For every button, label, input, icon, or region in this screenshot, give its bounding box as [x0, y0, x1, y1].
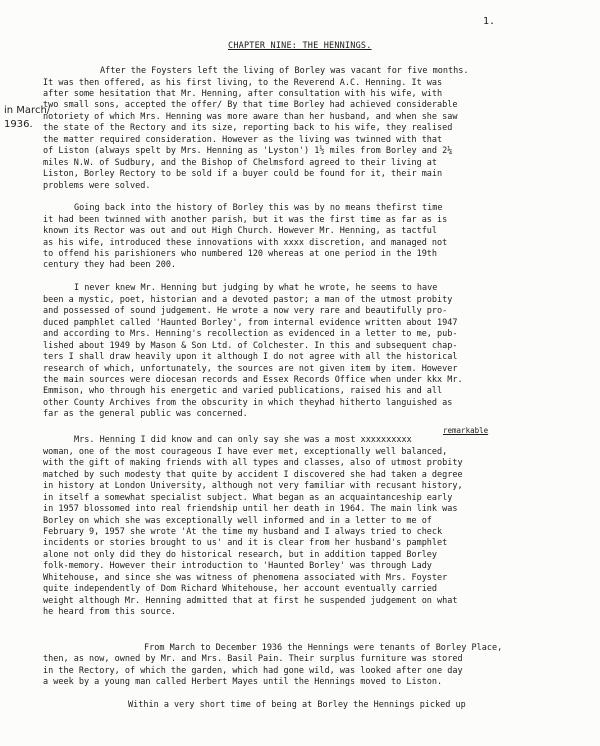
text-line: alone not only did they do historical research, but in addition tapped Borley [43, 550, 438, 560]
text-line: woman, one of the most courageous I have ever met, exceptionally well balanced, [43, 447, 448, 457]
text-line: known its Rector was out and out High Church. However Mr. Henning, as tactful [43, 226, 438, 236]
text-line: From March to December 1936 the Hennings were tenants of Borley Place, [144, 643, 503, 653]
text-line: been a mystic, poet, historian and a devoted pastor; a man of the utmost probity [43, 295, 453, 305]
handwritten-insertion: remarkable [443, 426, 489, 435]
text-line: Within a very short time of being at Borley the Hennings picked up [128, 700, 466, 710]
text-line: Liston, Borley Rectory to be sold if a buyer could be found for it, their main [43, 169, 443, 179]
text-line: Emmison, who through his energetic and varied publications, raised his and all [43, 386, 443, 396]
text-line: and possessed of sound judgement. He wrote a now very rare and beautifully pro- [43, 306, 448, 316]
page-number: 1. [483, 16, 496, 27]
text-line: lished about 1949 by Mason & Son Ltd. of Colchester. In this and subsequent chap- [43, 341, 458, 351]
chapter-title: CHAPTER NINE: THE HENNINGS. [228, 41, 372, 51]
text-line: in history at London University, although not very familiar with recusant history, [43, 481, 463, 491]
text-line: in 1957 blossomed into real friendship until her death in 1964. The main link was [43, 504, 458, 514]
text-line: far as the general public was concerned. [43, 409, 248, 419]
text-line: the matter required consideration. However as the living was twinned with that [43, 135, 443, 145]
text-line: After the Foysters left the living of Borley was vacant for five months. [100, 66, 469, 76]
text-line: duced pamphlet called 'Haunted Borley', from internal evidence written about 1947 [43, 318, 458, 328]
text-line: ters I shall draw heavily upon it although I do not agree with all the historical [43, 352, 458, 362]
text-line: Borley on which she was exceptionally well informed and in a letter to me of [43, 516, 432, 526]
text-line: weight although Mr. Henning admitted that at first he suspended judgement on what [43, 596, 458, 606]
text-line: Whitehouse, and since she was witness of phenomena associated with Mrs. Foyster [43, 573, 448, 583]
text-line: problems were solved. [43, 181, 151, 191]
text-line: as his wife, introduced these innovations with xxxx discretion, and managed not [43, 238, 448, 248]
text-line: Mrs. Henning I did know and can only say she was a most xxxxxxxxxx [74, 435, 412, 445]
margin-note-line: in March/ [4, 105, 51, 116]
text-line: the state of the Rectory and its size, reporting back to his wife, they realised [43, 123, 453, 133]
text-line: incidents or stories brought to us' and it is clear from her husband's pamphlet [43, 538, 448, 548]
text-line: he heard from this source. [43, 607, 177, 617]
text-line: research of which, unfortunately, the sources are not given item by item. However [43, 364, 458, 374]
text-line: in itself a somewhat specialist subject. What began as an acquaintanceship early [43, 493, 453, 503]
text-line: It was then offered, as his first living, to the Reverend A.C. Henning. It was [43, 78, 443, 88]
text-line: notoriety of which Mrs. Henning was more aware than her husband, and when she saw [43, 112, 458, 122]
text-line: then, as now, owned by Mr. and Mrs. Basil Pain. Their surplus furniture was stored [43, 654, 463, 664]
text-line: after some hesitation that Mr. Henning, after consultation with his wife, with [43, 89, 443, 99]
text-line: of Liston (always spelt by Mrs. Henning as 'Lyston') 1½ miles from Borley and 2¼ [43, 146, 453, 156]
text-line: and according to Mrs. Henning's recollection as evidenced in a letter to me, pub- [43, 329, 458, 339]
text-line: two small sons, accepted the offer/ By that time Borley had achieved considerable [43, 100, 458, 110]
text-line: I never knew Mr. Henning but judging by what he wrote, he seems to have [74, 283, 438, 293]
text-line: matched by such modesty that quite by accident I discovered she had taken a degree [43, 470, 463, 480]
text-line: miles N.W. of Sudbury, and the Bishop of Chelmsford agreed to their living at [43, 158, 438, 168]
text-line: to offend his parishioners who numbered 120 whereas at one period in the 19th [43, 249, 438, 259]
text-line: the main sources were diocesan records and Essex Records Office when under kkx Mr. [43, 375, 463, 385]
text-line: with the gift of making friends with all types and classes, also of utmost probity [43, 458, 463, 468]
margin-note-line: 1936. [4, 119, 33, 130]
text-line: it had been twinned with another parish, but it was the first time as far as is [43, 215, 448, 225]
text-line: century they had been 200. [43, 260, 177, 270]
text-line: folk-memory. However their introduction to 'Haunted Borley' was through Lady [43, 561, 432, 571]
text-line: in the Rectory, of which the garden, which had gone wild, was looked after one day [43, 666, 463, 676]
text-line: a week by a young man called Herbert Mayes until the Hennings moved to Liston. [43, 677, 443, 687]
text-line: other County Archives from the obscurity in which theyhad hitherto languished as [43, 398, 453, 408]
text-line: Going back into the history of Borley this was by no means thefirst time [74, 203, 443, 213]
text-line: quite independently of Dom Richard Whitehouse, her account eventually carried [43, 584, 438, 594]
text-line: February 9, 1957 she wrote 'At the time my husband and I always tried to check [43, 527, 443, 537]
